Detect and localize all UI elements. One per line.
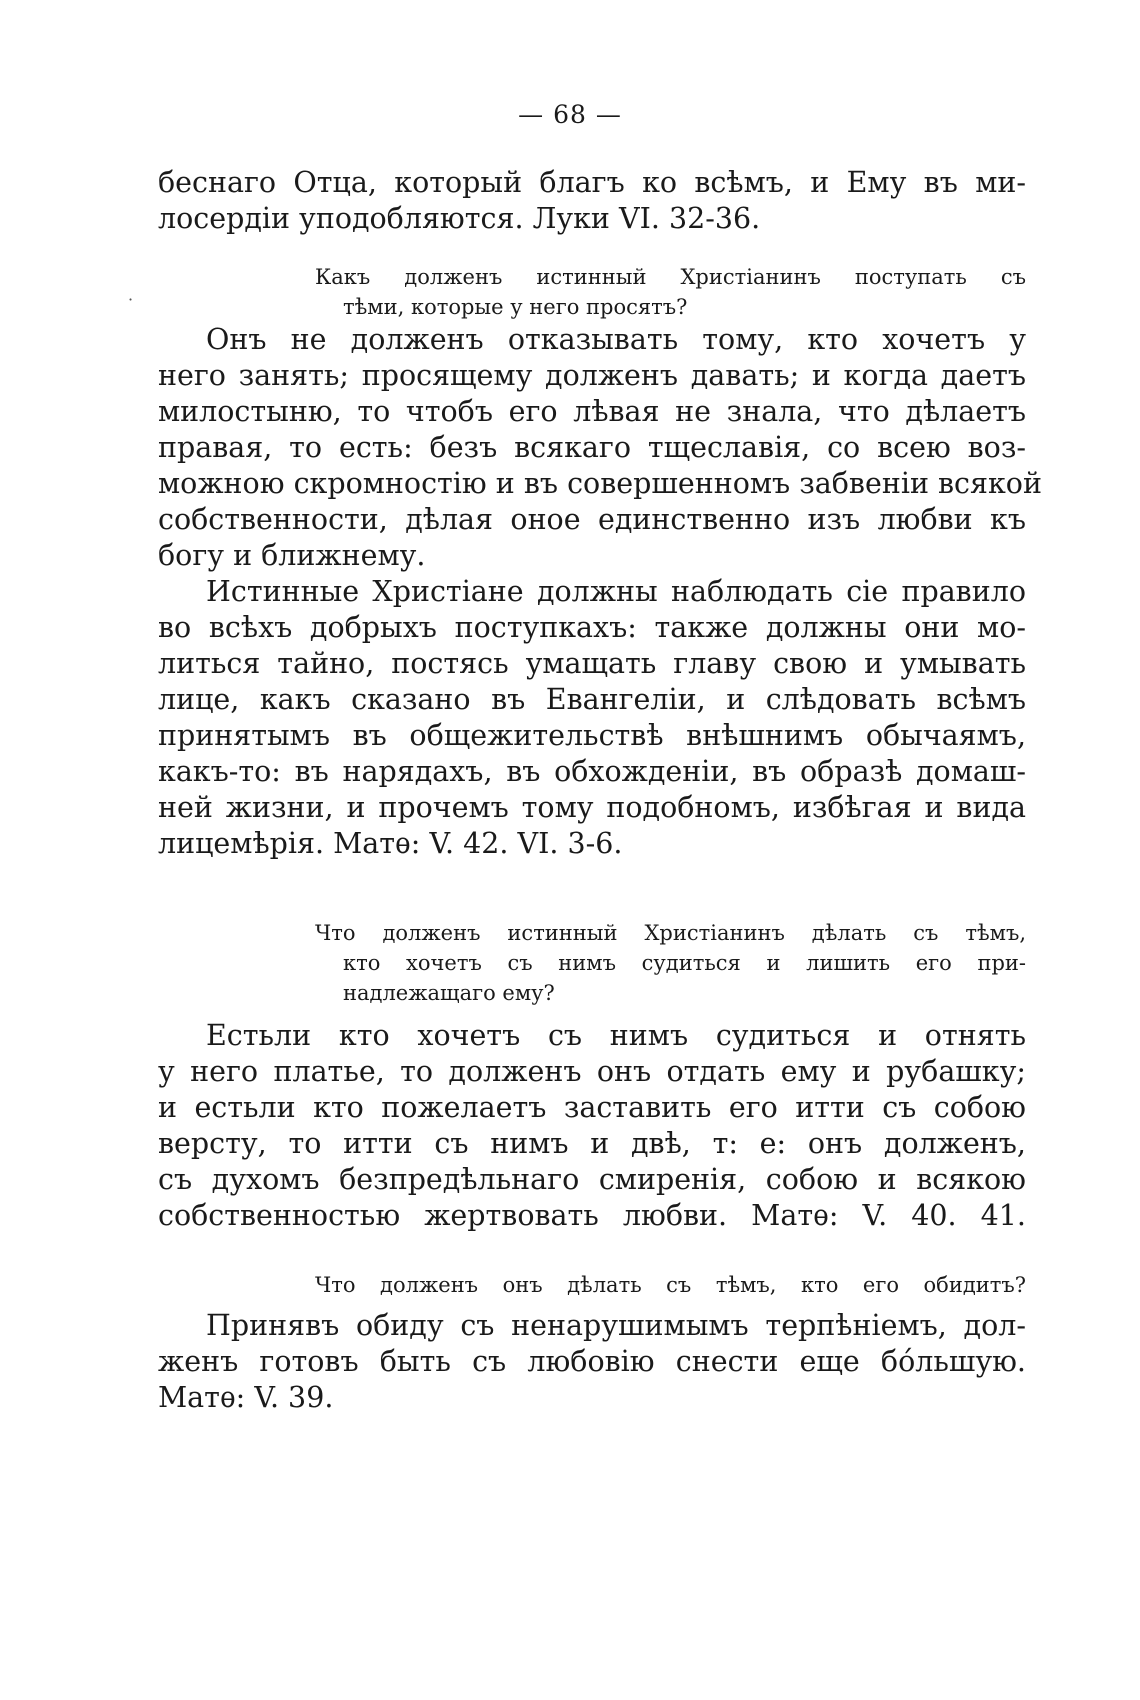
text-line: принятымъ въ общежительствѣ внѣшнимъ обычаямъ, — [158, 719, 1026, 752]
text-line: какъ-то: въ нарядахъ, въ обхожденіи, въ образѣ домаш- — [158, 755, 1026, 788]
body-paragraph-continuation — [158, 165, 1026, 237]
text-line: Онъ не долженъ отказывать тому, кто хочетъ у — [206, 323, 1026, 356]
answer-paragraph — [158, 1308, 1026, 1416]
text-line: версту, то итти съ нимъ и двѣ, т: е: онъ долженъ, — [158, 1127, 1026, 1160]
text-line: беснаго Отца, который благъ ко всѣмъ, и Ему въ ми- — [158, 166, 1026, 199]
text-line: женъ готовъ быть съ любовію снести еще бóльшую. — [158, 1345, 1026, 1378]
stray-ink-mark: · — [128, 290, 134, 309]
text-line: собственностью жертвовать любви. Матѳ: V. 40. 41. — [158, 1199, 1026, 1232]
question-line: надлежащаго ему? — [343, 981, 555, 1005]
text-line: съ духомъ безпредѣльнаго смиренія, собою и всякою — [158, 1163, 1026, 1196]
answer-paragraph — [158, 1018, 1026, 1234]
text-line: богу и ближнему. — [158, 539, 426, 572]
text-line: ней жизни, и прочемъ тому подобномъ, избѣгая и вида — [158, 791, 1026, 824]
question-line: тѣми, которые у него просятъ? — [343, 295, 688, 319]
text-line: у него платье, то долженъ онъ отдать ему и рубашку; — [158, 1055, 1026, 1088]
text-line: Естьли кто хочетъ съ нимъ судиться и отнять — [206, 1019, 1026, 1052]
text-line: правая, то есть: безъ всякаго тщеславія, со всею воз- — [158, 431, 1026, 464]
answer-paragraph — [158, 322, 1042, 862]
text-line: милостыню, то чтобъ его лѣвая не знала, что дѣлаетъ — [158, 395, 1026, 428]
text-line: собственности, дѣлая оное единственно изъ любви къ — [158, 503, 1026, 536]
text-line: лице, какъ сказано въ Евангеліи, и слѣдовать всѣмъ — [158, 683, 1026, 716]
question-line: кто хочетъ съ нимъ судиться и лишить его при- — [343, 951, 1026, 975]
question-line: Что долженъ истинный Христіанинъ дѣлать съ тѣмъ, — [315, 921, 1026, 945]
page-number: — 68 — — [518, 100, 622, 129]
text-line: можною скромностію и въ совершенномъ забвеніи всякой — [158, 467, 1042, 500]
question-line: Какъ долженъ истинный Христіанинъ поступать съ — [315, 265, 1026, 289]
question-heading — [315, 918, 1026, 1008]
question-line: Что долженъ онъ дѣлать съ тѣмъ, кто его обидитъ? — [315, 1273, 1026, 1297]
question-heading — [315, 1270, 1026, 1300]
text-line: Матѳ: V. 39. — [158, 1381, 334, 1414]
text-line: во всѣхъ добрыхъ поступкахъ: также должны они мо- — [158, 611, 1026, 644]
text-line: литься тайно, постясь умащать главу свою и умывать — [158, 647, 1026, 680]
text-line: лицемѣрія. Матѳ: V. 42. VI. 3-6. — [158, 827, 623, 860]
text-line: лосердіи уподобляются. Луки VI. 32-36. — [158, 202, 761, 235]
text-line: и естьли кто пожелаетъ заставить его итти съ собою — [158, 1091, 1026, 1124]
text-line: Принявъ обиду съ ненарушимымъ терпѣніемъ, дол- — [206, 1309, 1026, 1342]
text-line: Истинные Христіане должны наблюдать сіе правило — [206, 575, 1026, 608]
text-line: него занять; просящему долженъ давать; и когда даетъ — [158, 359, 1026, 392]
question-heading — [315, 262, 1026, 322]
